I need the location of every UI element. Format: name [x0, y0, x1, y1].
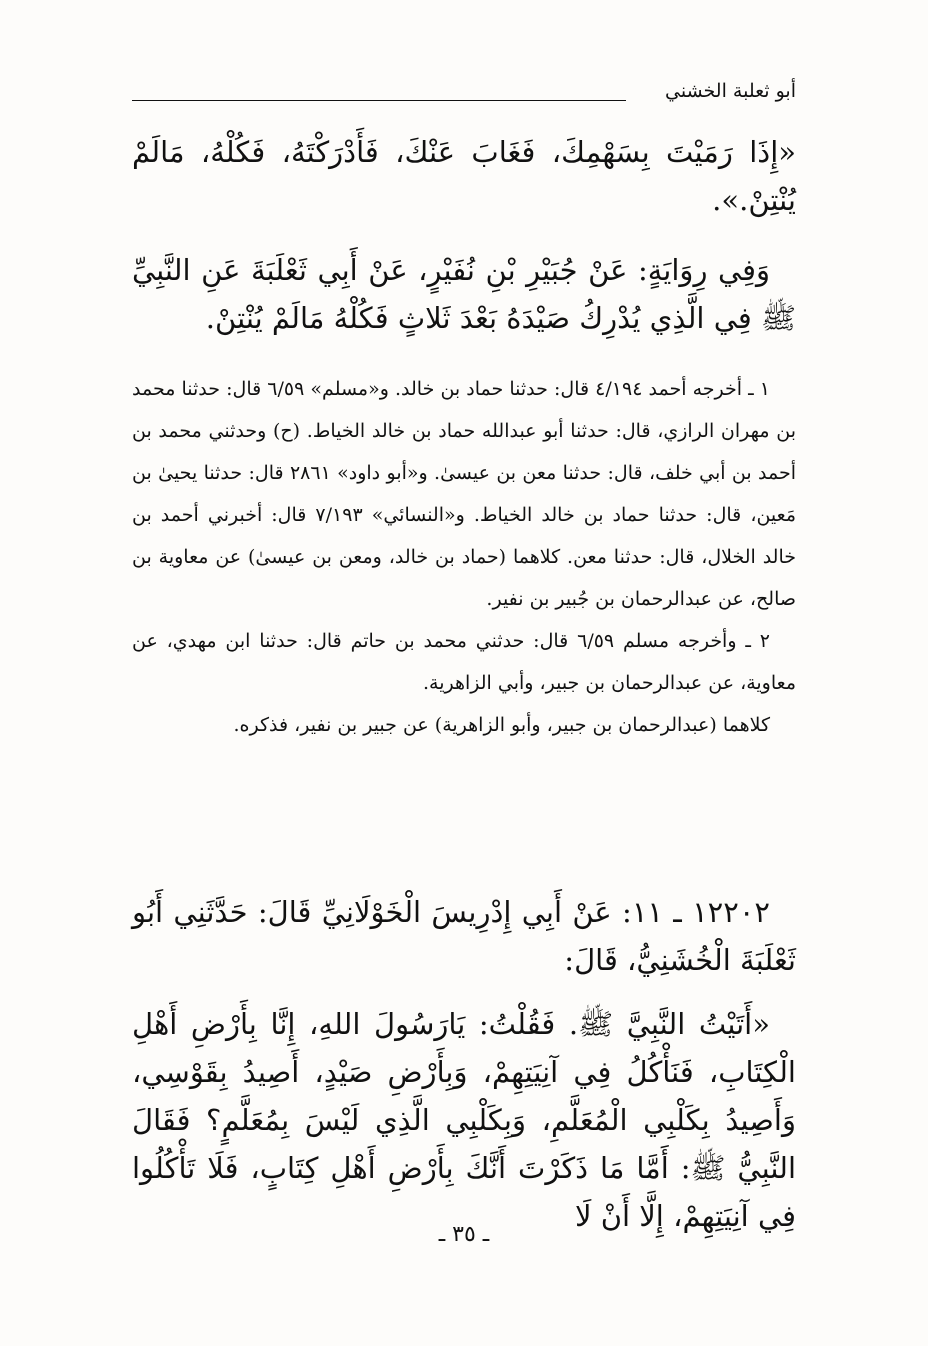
hadith-top-text: «إِذَا رَمَيْتَ بِسَهْمِكَ، فَغَابَ عَنْكَ، فَأَدْرَكْتَهُ، فَكُلْهُ، مَالَمْ يُنْتِنْ.».	[132, 135, 796, 217]
footnotes-block	[132, 368, 796, 746]
page-number: ـ ٣٥ ـ	[438, 1222, 490, 1247]
footnote-1: ١ ـ أخرجه أحمد ٤/١٩٤ قال: حدثنا حماد بن خالد. و«مسلم» ٦/٥٩ قال: حدثنا محمد بن مهران الرازي، قال: حدثنا أبو عبدالله حماد بن خالد الخياط. (ح) وحدثني محمد بن أحمد بن أبي خلف، قال: حدثنا معن بن عيسىٰ. و«أبو داود» ٢٨٦١ قال: حدثنا يحيىٰ بن مَعين، قال: حدثنا حماد بن خالد الخياط. و«النسائي» ٧/١٩٣ قال: أخبرني أحمد بن خالد الخلال، قال: حدثنا معن. كلاهما (حماد بن خالد، ومعن بن عيسىٰ) عن معاوية بن صالح، عن عبدالرحمان بن جُبير بن نفير.	[132, 378, 797, 610]
hadith-12202-isnad: ١٢٢٠٢ ـ ١١: عَنْ أَبِي إِدْرِيسَ الْخَوْلَانِيِّ قَالَ: حَدَّثَنِي أَبُو ثَعْلَبَةَ الْخُشَنِيُّ، قَالَ:	[132, 895, 796, 977]
running-header	[132, 80, 796, 120]
footnote-3: كلاهما (عبدالرحمان بن جبير، وأبو الزاهرية) عن جبير بن نفير، فذكره.	[233, 714, 770, 736]
running-title: أبو ثعلبة الخشني	[665, 80, 796, 102]
hadith-12202-block	[132, 888, 796, 984]
footnote-2: ٢ ـ وأخرجه مسلم ٦/٥٩ قال: حدثني محمد بن حاتم قال: حدثنا ابن مهدي، عن معاوية، عن عبدالرحمان بن جبير، وأبي الزاهرية.	[132, 630, 796, 694]
hadith-12202-matn-block	[132, 1000, 796, 1240]
header-rule	[132, 100, 626, 101]
riwaya-block	[132, 246, 796, 342]
hadith-12202-matn: «أَتَيْتُ النَّبِيَّ ﷺ. فَقُلْتُ: يَارَسُولَ اللهِ، إِنَّا بِأَرْضِ أَهْلِ الْكِتَابِ، فَنَأْكُلُ فِي آنِيَتِهِمْ، وَبِأَرْضِ صَيْدٍ، أَصِيدُ بِقَوْسِي، وَأَصِيدُ بِكَلْبِي الْمُعَلَّمِ، وَبِكَلْبِي الَّذِي لَيْسَ بِمُعَلَّمٍ؟ فَقَالَ النَّبِيُّ ﷺ: أَمَّا مَا ذَكَرْتَ أَنَّكَ بِأَرْضِ أَهْلِ كِتَابٍ، فَلَا تَأْكُلُوا فِي آنِيَتِهِمْ، إِلَّا أَنْ لَا	[132, 1007, 796, 1233]
hadith-top-block	[132, 128, 796, 224]
riwaya-text: وَفِي رِوَايَةٍ: عَنْ جُبَيْرِ بْنِ نُفَيْرٍ، عَنْ أَبِي ثَعْلَبَةَ عَنِ النَّبِيِّ ﷺ فِي الَّذِي يُدْرِكُ صَيْدَهُ بَعْدَ ثَلاثٍ فَكُلْهُ مَالَمْ يُنْتِنْ.	[132, 253, 796, 335]
